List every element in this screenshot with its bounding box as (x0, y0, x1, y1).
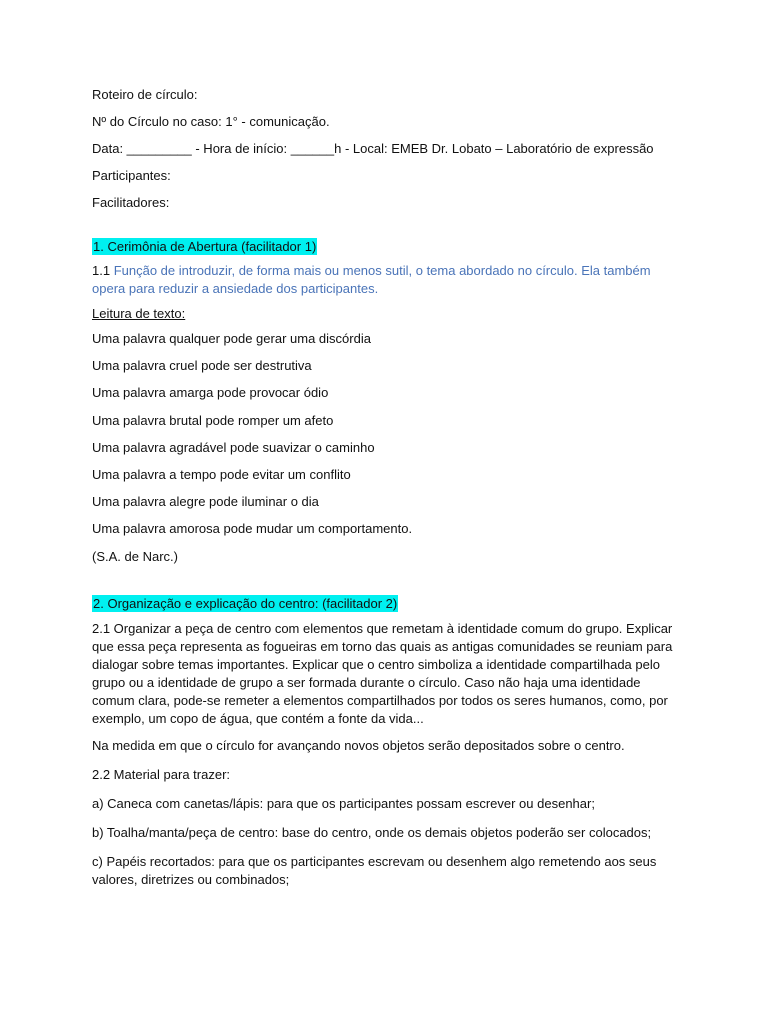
paragraph-2-1-line: dialogar sobre temas importantes. Explicar que o centro simboliza a identidade compartilhada pelo (92, 656, 660, 672)
document-page (92, 86, 692, 889)
paragraph-2-1-line: 2.1 Organizar a peça de centro com elementos que remetam à identidade comum do grupo. Explicar (92, 620, 673, 636)
material-item-c-line2: valores, diretrizes ou combinados; (92, 871, 290, 887)
poem-line: Uma palavra alegre pode iluminar o dia (92, 494, 319, 510)
circle-number: Nº do Círculo no caso: 1° - comunicação. (92, 114, 330, 129)
paragraph-2-1-line: grupo ou a identidade de grupo a ser formada durante o círculo. Caso não haja uma identidade (92, 674, 641, 690)
poem-line: Uma palavra cruel pode ser destrutiva (92, 358, 312, 374)
section-2-heading-highlight: 2. Organização e explicação do centro: (facilitador 2) (93, 595, 398, 611)
material-item-b: b) Toalha/manta/peça de centro: base do centro, onde os demais objetos poderão ser colocados; (92, 824, 652, 840)
section-1-intro-text-line2: opera para reduzir a ansiedade dos participantes. (92, 281, 379, 296)
date-time-location: Data: _________ - Hora de início: ______h - Local: EMEB Dr. Lobato – Laboratório de expressão (92, 141, 654, 156)
poem-line: Uma palavra qualquer pode gerar uma discórdia (92, 331, 371, 346)
material-item-c-line1: c) Papéis recortados: para que os participantes escrevam ou desenhem algo remetendo aos seus (92, 853, 657, 869)
material-item-a: a) Caneca com canetas/lápis: para que os participantes possam escrever ou desenhar; (92, 795, 595, 811)
section-1-heading-highlight: 1. Cerimônia de Abertura (facilitador 1) (93, 239, 317, 254)
poem-line: Uma palavra amarga pode provocar ódio (92, 385, 329, 401)
section-1-intro-text-line1: Função de introduzir, de forma mais ou menos sutil, o tema abordado no círculo. Ela também (113, 263, 651, 278)
document-title: Roteiro de círculo: (92, 87, 198, 102)
poem-author: (S.A. de Narc.) (92, 548, 178, 564)
paragraph-2-1 (92, 620, 692, 728)
section-1-heading (92, 238, 692, 256)
reading-label: Leitura de texto: (92, 306, 186, 321)
section-2-heading (92, 595, 692, 613)
poem-line: Uma palavra agradável pode suavizar o caminho (92, 439, 375, 455)
poem-line: Uma palavra brutal pode romper um afeto (92, 412, 334, 428)
material-title: 2.2 Material para trazer: (92, 766, 231, 782)
section-1-intro-number: 1.1 (92, 263, 114, 278)
paragraph-2-1-line: comum clara, pode-se remeter a elementos compartilhados por todos os seres humanos, como, por (92, 692, 668, 708)
paragraph-2-1-line: exemplo, um copo de água, que contém a fonte da vida... (92, 710, 424, 726)
paragraph-2-1-line: que essa peça representa as fogueiras em torno das quais as antigas comunidades se reuniam para (92, 638, 673, 654)
poem-line: Uma palavra a tempo pode evitar um conflito (92, 466, 351, 482)
poem-line: Uma palavra amorosa pode mudar um comportamento. (92, 521, 413, 537)
facilitators-label: Facilitadores: (92, 195, 170, 210)
paragraph-medida: Na medida em que o círculo for avançando novos objetos serão depositados sobre o centro. (92, 737, 625, 753)
section-1-intro (92, 262, 692, 280)
participants-label: Participantes: (92, 168, 171, 183)
